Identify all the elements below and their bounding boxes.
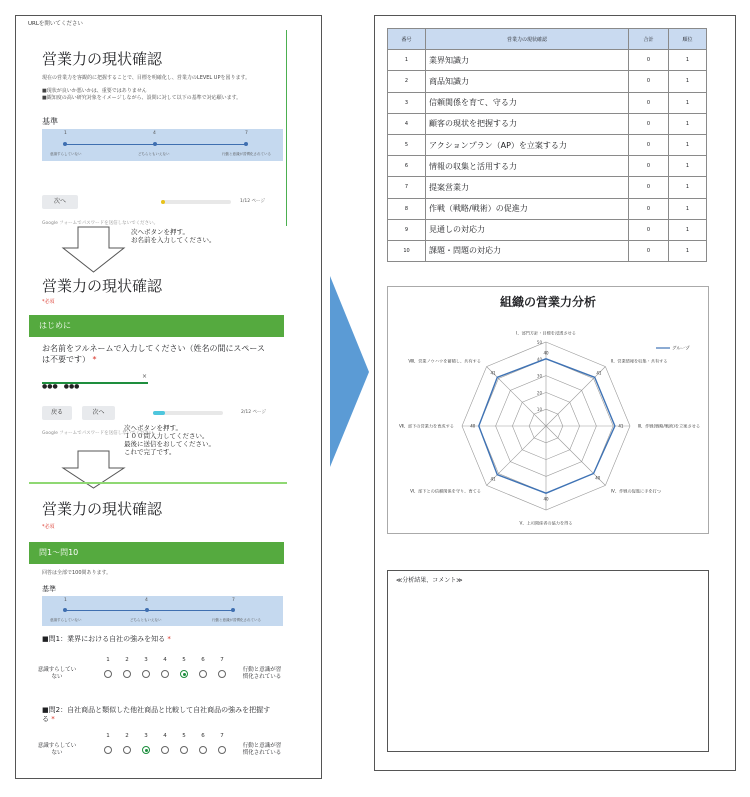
scale-dot [63, 608, 67, 612]
form1-scale [42, 129, 283, 161]
required-asterisk: * [51, 715, 55, 724]
rank-cell: 1 [669, 240, 707, 261]
form1-progress-text: 1/12 ページ [240, 199, 265, 204]
number-cell: 9 [388, 219, 426, 240]
item-cell: 信頼関係を育て、守る力 [426, 92, 629, 113]
form1-progress-track [161, 200, 231, 204]
radio-option[interactable] [161, 670, 169, 678]
radio-option[interactable] [199, 746, 207, 754]
radar-value-label: 40 [543, 496, 549, 502]
item-cell: 課題・問題の対応力 [426, 240, 629, 261]
total-cell: 0 [629, 240, 669, 261]
radio-option[interactable] [180, 670, 188, 678]
form3-card [29, 482, 287, 778]
q2-label: ■問2：自社商品と類似した他社商品と比較して自社商品の強みを把握する [42, 706, 271, 724]
item-cell: 顧客の現状を把握する力 [426, 113, 629, 134]
radar-tick-label: 40 [536, 356, 542, 362]
scale-number: 1 [106, 733, 110, 739]
radar-value-label: 41 [490, 476, 496, 482]
radio-option[interactable] [104, 670, 112, 678]
table-row [388, 134, 707, 155]
scale-number: 1 [106, 657, 110, 663]
total-cell: 0 [629, 198, 669, 219]
form2-next-button[interactable]: 次へ [82, 406, 115, 420]
form3-desc: 回答は全部で100問あります。 [42, 570, 112, 576]
scale-low-label: 意識すらしていない [37, 743, 77, 757]
form3-required: *必須 [42, 524, 55, 530]
scale-dot [63, 142, 67, 146]
rank-cell: 1 [669, 156, 707, 177]
total-cell: 0 [629, 113, 669, 134]
scale-dot [231, 608, 235, 612]
radio-option[interactable] [161, 746, 169, 754]
legend-label: グループ [672, 346, 690, 352]
radar-tick-label: 20 [536, 390, 542, 396]
scale-high-label: 行動と意識が習慣化されている [242, 743, 282, 757]
number-cell: 5 [388, 134, 426, 155]
scale-number: 7 [220, 733, 224, 739]
radar-tick-label: 50 [536, 340, 542, 345]
form2-title: 営業力の現状確認 [42, 277, 163, 295]
rank-cell: 1 [669, 198, 707, 219]
required-asterisk: * [167, 635, 171, 643]
number-cell: 4 [388, 113, 426, 134]
table-row [388, 219, 707, 240]
table-row [388, 71, 707, 92]
radar-value-label: 40 [595, 475, 601, 481]
scale-number: 4 [163, 657, 167, 663]
scale-label-mid: どちらともいえない [130, 618, 162, 622]
rank-cell: 1 [669, 113, 707, 134]
scale-num-1: 1 [64, 131, 67, 136]
radar-value-label: 41 [596, 370, 602, 376]
comment-box[interactable] [387, 570, 709, 752]
form2-question-text: お名前をフルネームで入力してください（姓名の間にスペースは不要です） [42, 344, 266, 364]
rank-cell: 1 [669, 71, 707, 92]
results-panel [374, 15, 736, 771]
scale-number: 5 [182, 657, 186, 663]
scale-num-4: 4 [145, 598, 148, 603]
radar-value-label: 40 [470, 423, 476, 429]
item-cell: アクションプラン（AP）を立案する力 [426, 134, 629, 155]
scale-number: 2 [125, 657, 129, 663]
scale-num-7: 7 [232, 598, 235, 603]
scale-label-high: 行動と意識が習慣化されている [212, 618, 261, 622]
table-row [388, 50, 707, 71]
col-header-number: 番号 [388, 29, 426, 50]
scale-num-7: 7 [245, 131, 248, 136]
q2-text [42, 706, 272, 725]
scale-label-low: 意識すらしていない [50, 618, 82, 622]
rank-cell: 1 [669, 92, 707, 113]
radio-option[interactable] [218, 670, 226, 678]
item-cell: 見通しの対応力 [426, 219, 629, 240]
form1-desc3: ■観知度の高い研究対象をイメージしながら、設問に対して以下の基準で対応願います。 [42, 95, 242, 101]
form2-card [29, 261, 287, 441]
clear-icon[interactable]: × [141, 373, 147, 380]
scale-high-label: 行動と意識が習慣化されている [242, 667, 282, 681]
table-row [388, 177, 707, 198]
radar-axis-label: Ⅳ、作戦の促進に手を打つ [611, 488, 661, 494]
radar-value-label: 41 [490, 370, 496, 376]
scale-dot [244, 142, 248, 146]
total-cell: 0 [629, 177, 669, 198]
required-asterisk: * [92, 354, 97, 364]
form1-card [29, 30, 287, 226]
table-row [388, 240, 707, 261]
scale-number: 6 [201, 657, 205, 663]
scale-number: 3 [144, 733, 148, 739]
radio-option[interactable] [123, 670, 131, 678]
radio-option[interactable] [218, 746, 226, 754]
form3-section-header: 問1～問10 [29, 542, 284, 564]
form3-title: 営業力の現状確認 [42, 500, 163, 518]
scale-dot [145, 608, 149, 612]
item-cell: 商品知識力 [426, 71, 629, 92]
results-table [387, 28, 707, 262]
number-cell: 8 [388, 198, 426, 219]
rank-cell: 1 [669, 50, 707, 71]
note-step2: 次へボタンを押す。 １００問入力してください。 最後に送信をおしてください。 これで完了です。 [124, 424, 215, 457]
radar-chart-frame [387, 286, 709, 534]
scale-line [65, 610, 234, 611]
chart-title: 組織の営業力分析 [499, 295, 596, 309]
item-cell: 業界知識力 [426, 50, 629, 71]
radar-axis-label: Ⅷ、営業ノウハウを蓄積し、共有する [408, 358, 481, 364]
number-cell: 3 [388, 92, 426, 113]
number-cell: 7 [388, 177, 426, 198]
right-arrow-icon [330, 276, 370, 468]
table-row [388, 113, 707, 134]
form1-criteria-label: 基準 [42, 117, 58, 126]
scale-low-label: 意識すらしていない [37, 667, 77, 681]
name-input-value: ●●● ●●● [42, 383, 80, 390]
radar-axis-label: Ⅰ、部門方針・目標を浸透させる [516, 330, 576, 336]
table-row [388, 92, 707, 113]
scale-label-high: 行動と意識が習慣化されている [222, 152, 271, 156]
form1-desc1: 現在の営業力を客観的に把握することで、目標を明確化し、営業力のLEVEL UPを図ります。 [42, 75, 251, 81]
number-cell: 2 [388, 71, 426, 92]
radar-tick-label: 30 [536, 373, 542, 379]
comment-label: ≪分析結果、コメント≫ [396, 577, 463, 584]
table-row [388, 156, 707, 177]
form1-footer: Google フォームでパスワードを送信しないでください。 [42, 221, 159, 226]
q1-text [42, 634, 171, 644]
scale-label-mid: どちらともいえない [138, 152, 170, 156]
scale-number: 6 [201, 733, 205, 739]
radar-chart [388, 309, 708, 533]
scale-dot [153, 142, 157, 146]
form2-progress-fill [153, 411, 165, 415]
name-input[interactable] [42, 373, 148, 390]
radio-option[interactable] [123, 746, 131, 754]
item-cell: 作戦（戦略/戦術）の促進力 [426, 198, 629, 219]
q1-label: ■問1：業界における自社の強みを知る [42, 635, 166, 643]
form2-required: *必須 [42, 299, 55, 305]
col-header-item: 営業力の現状確認 [426, 29, 629, 50]
total-cell: 0 [629, 219, 669, 240]
form3-scale [42, 596, 283, 626]
scale-number: 2 [125, 733, 129, 739]
note-step1: 次へボタンを押す。 お名前を入力してください。 [131, 228, 216, 245]
table-row [388, 198, 707, 219]
form1-progress-fill [161, 200, 165, 204]
number-cell: 1 [388, 50, 426, 71]
radar-tick-label: 10 [536, 407, 542, 413]
radar-axis-label: Ⅵ、部下との信頼関係を守り、育てる [410, 488, 481, 494]
results-table-body [388, 50, 707, 262]
form2-progress-text: 2/12 ページ [241, 410, 266, 415]
left-form-panel [15, 15, 322, 779]
rank-cell: 1 [669, 219, 707, 240]
table-header-row [388, 29, 707, 50]
rank-cell: 1 [669, 134, 707, 155]
form3-criteria-label: 基準 [42, 585, 56, 593]
form2-footer: Google フォームでパスワードを送信しないでください。 [42, 431, 159, 436]
radar-value-label: 40 [543, 350, 549, 356]
scale-number: 5 [182, 733, 186, 739]
form2-section-header: はじめに [29, 315, 284, 337]
total-cell: 0 [629, 134, 669, 155]
url-hint: URLを開いてください [28, 21, 83, 27]
scale-num-1: 1 [64, 598, 67, 603]
radio-option[interactable] [142, 746, 150, 754]
radar-value-label: 41 [618, 423, 624, 429]
radio-option[interactable] [180, 746, 188, 754]
rank-cell: 1 [669, 177, 707, 198]
total-cell: 0 [629, 71, 669, 92]
col-header-rank: 順位 [669, 29, 707, 50]
radar-axis-label: Ⅲ、作戦(戦略/戦術)を立案させる [638, 423, 701, 429]
form2-question [42, 344, 270, 366]
total-cell: 0 [629, 156, 669, 177]
total-cell: 0 [629, 92, 669, 113]
col-header-total: 合計 [629, 29, 669, 50]
radio-option[interactable] [199, 670, 207, 678]
item-cell: 提案営業力 [426, 177, 629, 198]
radar-axis-label: Ⅱ、営業情報を収集・共有する [611, 358, 668, 364]
form1-next-button[interactable]: 次へ [42, 195, 78, 209]
number-cell: 10 [388, 240, 426, 261]
scale-number: 7 [220, 657, 224, 663]
number-cell: 6 [388, 156, 426, 177]
form2-back-button[interactable]: 戻る [42, 406, 72, 420]
radar-axis-label: Ⅶ、部下の営業力を育成する [399, 423, 454, 429]
total-cell: 0 [629, 50, 669, 71]
item-cell: 情報の収集と活用する力 [426, 156, 629, 177]
scale-number: 3 [144, 657, 148, 663]
scale-label-low: 意識すらしていない [50, 152, 82, 156]
radio-option[interactable] [104, 746, 112, 754]
form1-desc2: ■現状が良いか悪いかは、重要ではありません [42, 88, 147, 94]
scale-num-4: 4 [153, 131, 156, 136]
scale-number: 4 [163, 733, 167, 739]
radio-option[interactable] [142, 670, 150, 678]
form1-title: 営業力の現状確認 [42, 50, 163, 68]
radar-axis-label: Ⅴ、上司関係者の協力を得る [519, 520, 573, 526]
